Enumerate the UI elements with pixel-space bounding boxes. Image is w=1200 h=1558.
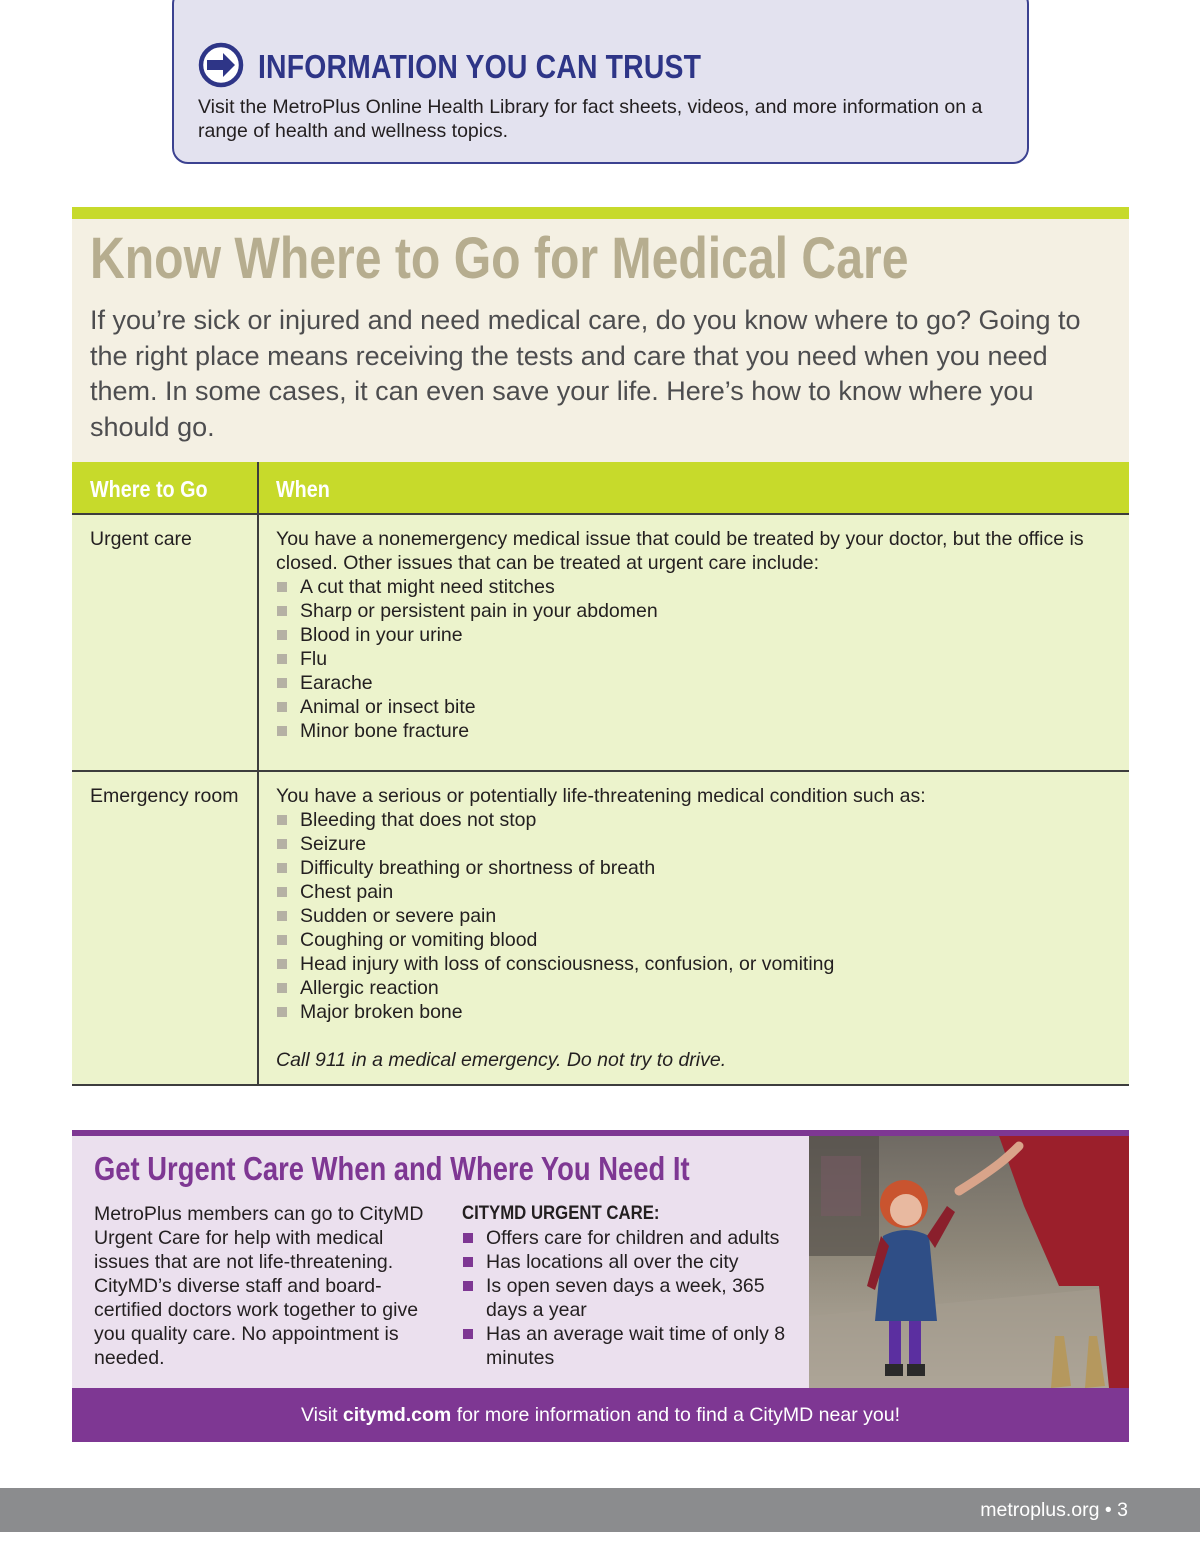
list-item: Is open seven days a week, 365 days a year: [462, 1274, 807, 1322]
page-footer: [0, 1488, 1200, 1532]
table-header: [72, 462, 1129, 515]
list-item: Blood in your urine: [276, 623, 1111, 647]
list-item: Earache: [276, 671, 1111, 695]
square-bullet-icon: [277, 654, 287, 664]
square-bullet-icon: [277, 863, 287, 873]
care-intro: If you’re sick or injured and need medical care, do you know where to go? Going to the right place means receiving the tests and care that you need when you need them. In some cases, it can even save your life. Here’s how to know where you should go.: [90, 305, 1081, 442]
square-bullet-icon: [463, 1257, 473, 1267]
list-item: Head injury with loss of consciousness, confusion, or vomiting: [276, 952, 1111, 976]
square-bullet-icon: [277, 887, 287, 897]
urgent-description: You have a nonemergency medical issue that could be treated by your doctor, but the office is closed. Other issues that can be treated at urgent care include:: [276, 528, 1084, 574]
square-bullet-icon: [277, 606, 287, 616]
care-section: [72, 207, 1129, 1087]
list-item: Sudden or severe pain: [276, 904, 1111, 928]
list-item: Bleeding that does not stop: [276, 808, 1111, 832]
list-item: Sharp or persistent pain in your abdomen: [276, 599, 1111, 623]
row-divider: [72, 513, 1129, 515]
citymd-list-heading: CITYMD URGENT CARE:: [462, 1202, 660, 1224]
row-divider: [72, 1084, 1129, 1086]
citymd-title: Get Urgent Care When and Where You Need It: [94, 1150, 690, 1187]
emergency-description: You have a serious or potentially life-threatening medical condition such as:: [276, 785, 926, 807]
info-body: Visit the MetroPlus Online Health Library for fact sheets, videos, and more information on a range of health and wellness topics.: [198, 96, 983, 142]
care-title: Know Where to Go for Medical Care: [90, 226, 909, 291]
square-bullet-icon: [463, 1233, 473, 1243]
square-bullet-icon: [277, 959, 287, 969]
square-bullet-icon: [277, 630, 287, 640]
citymd-list: [462, 1226, 807, 1370]
list-item: Chest pain: [276, 880, 1111, 904]
row-divider: [72, 770, 1129, 772]
urgent-list: [276, 575, 1111, 743]
list-item: Offers care for children and adults: [462, 1226, 807, 1250]
list-item: Has an average wait time of only 8 minutes: [462, 1322, 807, 1370]
citymd-box: [72, 1130, 1129, 1442]
square-bullet-icon: [277, 1007, 287, 1017]
square-bullet-icon: [277, 839, 287, 849]
list-item: Minor bone fracture: [276, 719, 1111, 743]
list-item: Difficulty breathing or shortness of breath: [276, 856, 1111, 880]
square-bullet-icon: [277, 935, 287, 945]
square-bullet-icon: [277, 702, 287, 712]
care-accent-bar: [72, 207, 1129, 219]
column-divider: [257, 462, 259, 1086]
square-bullet-icon: [277, 726, 287, 736]
square-bullet-icon: [277, 678, 287, 688]
square-bullet-icon: [463, 1329, 473, 1339]
child-with-parent-photo: [809, 1136, 1129, 1388]
info-box: [172, 0, 1029, 164]
info-title: INFORMATION YOU CAN TRUST: [258, 48, 702, 85]
emergency-note: Call 911 in a medical emergency. Do not try to drive.: [276, 1049, 727, 1071]
list-item: Major broken bone: [276, 1000, 1111, 1024]
citymd-link[interactable]: citymd.com: [342, 1404, 452, 1426]
square-bullet-icon: [277, 983, 287, 993]
arrow-right-circle-icon: [198, 42, 244, 88]
square-bullet-icon: [277, 815, 287, 825]
square-bullet-icon: [277, 582, 287, 592]
list-item: Coughing or vomiting blood: [276, 928, 1111, 952]
square-bullet-icon: [463, 1281, 473, 1291]
table-row-where-emergency: Emergency room: [90, 785, 239, 807]
square-bullet-icon: [277, 911, 287, 921]
emergency-list: [276, 808, 1111, 1024]
list-item: Allergic reaction: [276, 976, 1111, 1000]
list-item: Flu: [276, 647, 1111, 671]
list-item: Has locations all over the city: [462, 1250, 807, 1274]
list-item: Animal or insect bite: [276, 695, 1111, 719]
page-footer-text: metroplus.org • 3: [980, 1499, 1128, 1521]
table-row-when-urgent: [276, 527, 1111, 743]
list-item: A cut that might need stitches: [276, 575, 1111, 599]
table-row-when-emergency: [276, 784, 1111, 1072]
list-item: Seizure: [276, 832, 1111, 856]
citymd-footer: Visit citymd.com for more information and to find a CityMD near you!: [72, 1388, 1129, 1442]
table-row-where-urgent: Urgent care: [90, 528, 192, 550]
citymd-body: MetroPlus members can go to CityMD Urgent Care for help with medical issues that are not life-threatening. CityMD’s diverse staff and board-certified doctors work together to give you quality care. No appointment is needed.: [94, 1203, 424, 1369]
table-header-where: Where to Go: [90, 476, 208, 502]
table-header-when: When: [276, 476, 330, 502]
